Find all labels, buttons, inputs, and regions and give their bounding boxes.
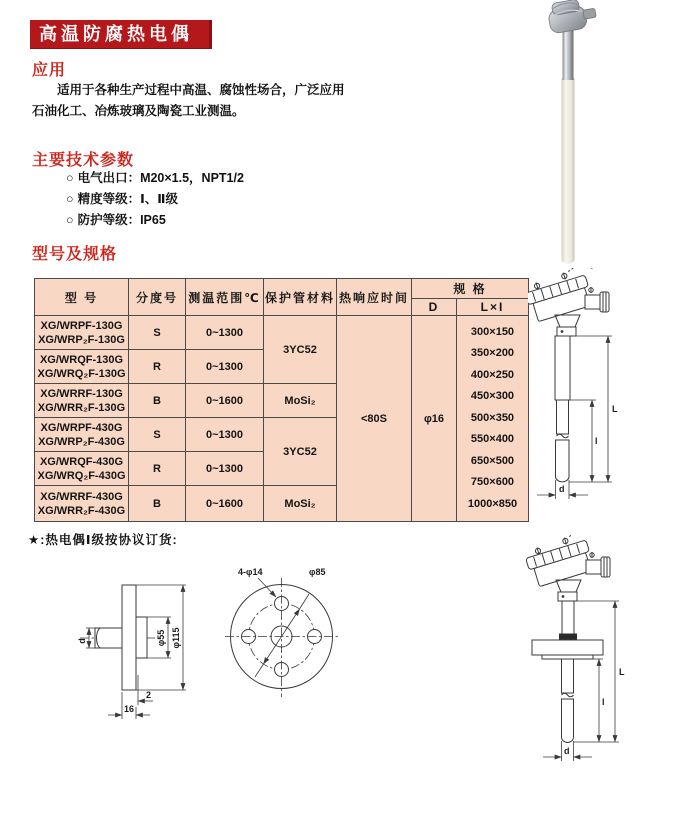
range-cell: 0~1600 bbox=[186, 486, 264, 522]
graduation-cell: R bbox=[129, 350, 186, 384]
drawing-terminal-head bbox=[523, 535, 610, 601]
material-cell: 3YC52 bbox=[264, 316, 337, 384]
application-paragraph bbox=[32, 80, 380, 122]
application-heading: 应用 bbox=[32, 62, 67, 79]
material-cell: MoSi₂ bbox=[264, 486, 337, 522]
ceramic-tube bbox=[562, 78, 575, 264]
dim-l-label: l bbox=[602, 697, 605, 707]
material-cell: MoSi₂ bbox=[264, 384, 337, 418]
range-cell: 0~1300 bbox=[186, 316, 264, 350]
col-header-material: 保护管材料 bbox=[264, 279, 337, 316]
application-line1: 适用于各种生产过程中高温、腐蚀性场合，广泛应用 bbox=[57, 83, 345, 97]
dim-d-label: d bbox=[77, 638, 87, 644]
cable-entry-fitting bbox=[583, 8, 596, 19]
range-cell: 0~1300 bbox=[186, 350, 264, 384]
flanged-probe-drawing bbox=[505, 535, 680, 832]
range-cell: 0~1600 bbox=[186, 384, 264, 418]
terminal-head bbox=[546, 0, 597, 34]
page-title-banner bbox=[30, 20, 212, 49]
parameter-text: 精度等级：Ⅰ、Ⅱ级 bbox=[77, 192, 178, 206]
model-cell: XG/WRPF-430G XG/WRP₂F-430G bbox=[35, 418, 129, 452]
dim-thickness-label: 16 bbox=[123, 704, 135, 714]
response-time-cell: <80S bbox=[337, 316, 412, 522]
parameter-item bbox=[66, 189, 244, 210]
application-line2: 石油化工、冶炼玻璃及陶瓷工业测温。 bbox=[32, 104, 245, 118]
circle-bullet-icon: ○ bbox=[66, 213, 74, 227]
order-footnote: ★:热电偶Ⅰ级按协议订货: bbox=[28, 533, 178, 547]
probe-drawing bbox=[528, 268, 673, 520]
col-header-spec-d: D bbox=[412, 299, 457, 316]
parameter-item bbox=[66, 210, 244, 231]
col-header-spec: 规 格 bbox=[412, 279, 529, 299]
thermocouple-photo bbox=[528, 0, 663, 270]
parameters-heading: 主要技术参数 bbox=[32, 152, 135, 169]
spec-table bbox=[34, 278, 529, 522]
dim-L-label: L bbox=[612, 404, 618, 414]
parameter-text: 电气出口：M20×1.5，NPT1/2 bbox=[77, 171, 244, 185]
flange-face-drawing bbox=[225, 550, 350, 705]
page-title: 高温防腐热电偶 bbox=[39, 24, 193, 44]
model-cell: XG/WRRF-430G XG/WRR₂F-430G bbox=[35, 486, 129, 522]
dim-step-label: 2 bbox=[146, 690, 152, 700]
col-header-response: 热响应时间 bbox=[337, 279, 412, 316]
range-cell: 0~1300 bbox=[186, 452, 264, 486]
table-row bbox=[35, 316, 529, 350]
col-header-spec-lxl: L×I bbox=[457, 299, 529, 316]
lxl-cell: 300×150 350×200 400×250 450×300 500×350 550×400 650×500 750×600 1000×850 bbox=[457, 316, 529, 522]
graduation-cell: R bbox=[129, 452, 186, 486]
parameter-item bbox=[66, 168, 244, 189]
dim-bolt-circle-label: φ85 bbox=[309, 567, 326, 577]
drawing-terminal-head bbox=[528, 268, 609, 336]
dim-d-label: d bbox=[564, 746, 570, 756]
circle-bullet-icon: ○ bbox=[66, 171, 74, 185]
models-heading: 型号及规格 bbox=[32, 246, 118, 263]
graduation-cell: B bbox=[129, 486, 186, 522]
dim-boss-dia-label: φ55 bbox=[156, 629, 166, 647]
dim-L-label: L bbox=[619, 667, 625, 677]
dim-d-label: d bbox=[559, 484, 565, 494]
col-header-model: 型 号 bbox=[35, 279, 129, 316]
dim-holes-label: 4-φ14 bbox=[238, 567, 263, 577]
parameters-list bbox=[66, 168, 244, 231]
circle-bullet-icon: ○ bbox=[66, 192, 74, 206]
graduation-cell: B bbox=[129, 384, 186, 418]
range-cell: 0~1300 bbox=[186, 418, 264, 452]
model-cell: XG/WRQF-130G XG/WRQ₂F-130G bbox=[35, 350, 129, 384]
steel-tube bbox=[563, 26, 574, 80]
flange-side-drawing bbox=[60, 555, 195, 730]
model-cell: XG/WRRF-130G XG/WRR₂F-130G bbox=[35, 384, 129, 418]
material-cell: 3YC52 bbox=[264, 418, 337, 486]
model-cell: XG/WRQF-430G XG/WRQ₂F-430G bbox=[35, 452, 129, 486]
dim-l-label: l bbox=[595, 436, 598, 446]
dim-flange-dia-label: φ115 bbox=[171, 627, 181, 649]
col-header-range: 测温范围℃ bbox=[186, 279, 264, 316]
diameter-cell: φ16 bbox=[412, 316, 457, 522]
parameter-text: 防护等级：IP65 bbox=[77, 213, 166, 227]
col-header-graduation: 分度号 bbox=[129, 279, 186, 316]
model-cell: XG/WRPF-130G XG/WRP₂F-130G bbox=[35, 316, 129, 350]
graduation-cell: S bbox=[129, 316, 186, 350]
graduation-cell: S bbox=[129, 418, 186, 452]
